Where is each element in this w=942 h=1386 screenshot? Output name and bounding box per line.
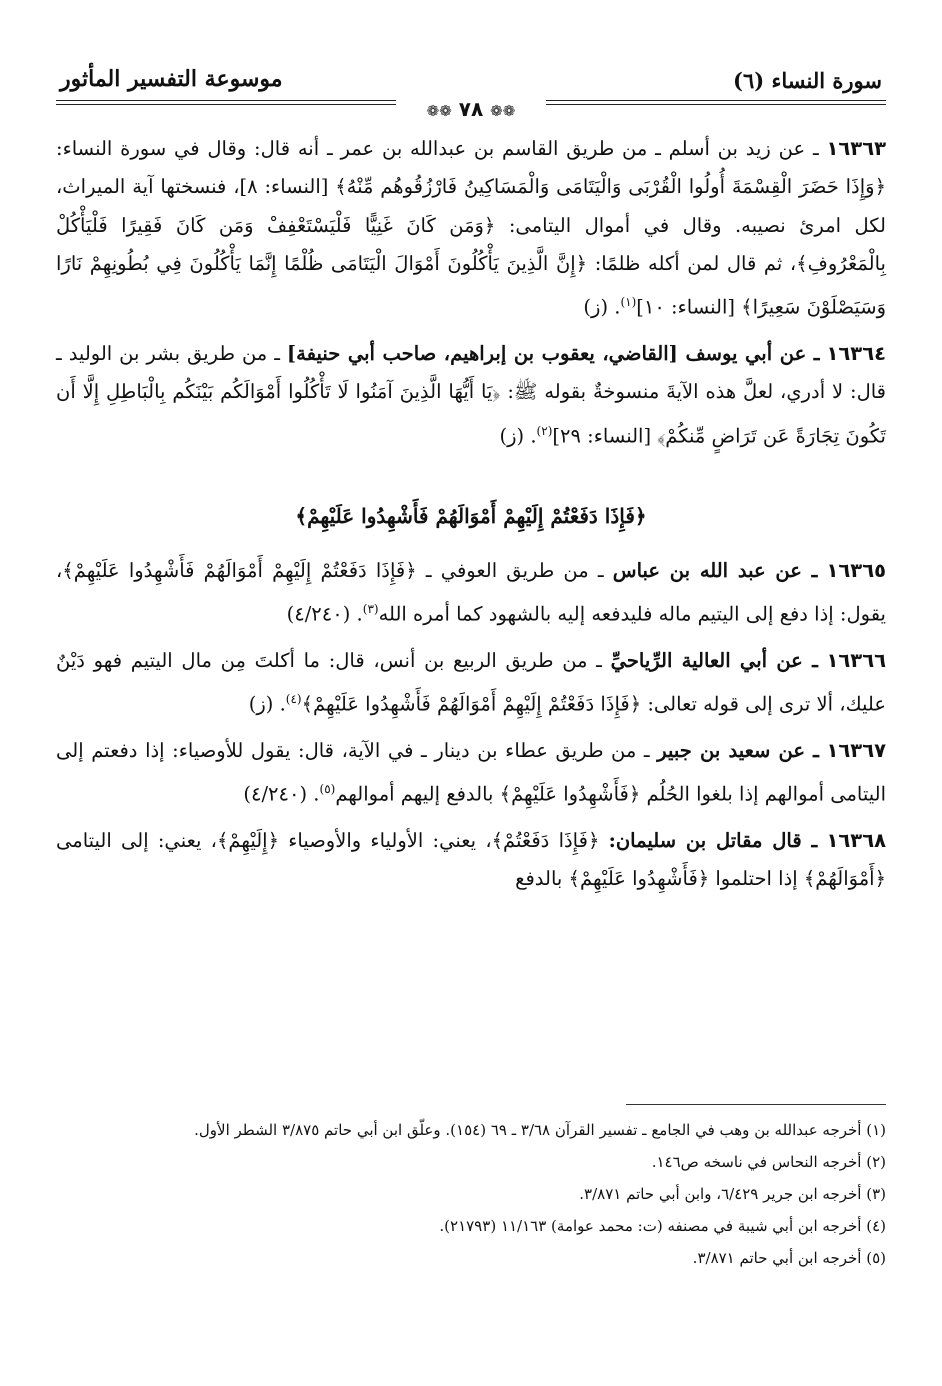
entry-tail: . (ز) xyxy=(583,295,621,319)
surah-title: سورة النساء (٦) xyxy=(733,68,882,93)
page-number-box xyxy=(396,96,546,122)
entry-text: ـ من طريق العوفي ـ ﴿فَإِذَا دَفَعْتُمْ إِلَيْهِمْ أَمْوَالَهُمْ فَأَشْهِدُوا عَلَيْهِمْ﴾، يقول: إذا دفع إلى اليتيم ماله فليدفعه إليه بالشهود كما أمره الله xyxy=(56,558,886,626)
entry-16365 xyxy=(56,552,886,634)
page-number: ٧٨ xyxy=(458,97,484,121)
footnote-marker[interactable]: (٤) xyxy=(285,692,302,707)
entry-tail: . (٤/٢٤٠) xyxy=(243,782,320,806)
narrator-name: ـ عن أبي يوسف [القاضي، يعقوب بن إبراهيم، صاحب أبي حنيفة] xyxy=(286,341,820,365)
book-page xyxy=(56,48,886,1348)
footnote-marker[interactable]: (٥) xyxy=(319,782,336,797)
entry-text: ـ من طريق بشر بن الوليد ـ قال: لا أدري، لعلَّ هذه الآيةَ منسوخةٌ بقوله ﷺ: ﴿يَا أَيُّهَا الَّذِينَ آمَنُوا لَا تَأْكُلُوا أَمْوَالَكُم بَيْنَكُم بِالْبَاطِلِ إِلَّا أَن تَكُونَ تِجَارَةً عَن تَرَاضٍ مِّنكُمْ﴾ [النساء: ٢٩] xyxy=(56,341,886,448)
entry-tail: . (٤/٢٤٠) xyxy=(286,602,363,626)
narrator-name: ـ عن عبد الله بن عباس xyxy=(612,558,818,582)
entry-text: ـ من طريق عطاء بن دينار ـ في الآية، قال: يقول للأوصياء: إذا دفعتم إلى اليتامى أموالهم إذا بلغوا الحُلُم ﴿فَأَشْهِدُوا عَلَيْهِمْ﴾ بالدفع إليهم أموالهم xyxy=(56,738,886,806)
footnote-marker[interactable]: (١) xyxy=(620,295,637,310)
narrator-name: ـ عن أبي العالية الرِّياحيِّ xyxy=(610,648,818,672)
entry-number: ١٦٣٦٣ xyxy=(826,137,887,160)
section-heading-verse: ﴿فَإِذَا دَفَعْتُمْ إِلَيْهِمْ أَمْوَالَهُمْ فَأَشْهِدُوا عَلَيْهِمْ﴾ xyxy=(295,504,647,529)
entry-text: ـ من طريق الربيع بن أنس، قال: ما أكلتَ مِن مال اليتيم فهو دَيْنٌ عليك، ألا ترى إلى قوله تعالى: ﴿فَإِذَا دَفَعْتُمْ إِلَيْهِمْ أَمْوَالَهُمْ فَأَشْهِدُوا عَلَيْهِمْ﴾ xyxy=(56,648,886,716)
entry-tail: . (ز) xyxy=(499,424,537,448)
entry-16364 xyxy=(56,335,886,455)
footnote-4: (٤) أخرجه ابن أبي شيبة في مصنفه (ت: محمد عوامة) ١١/١٦٣ (٢١٧٩٣). xyxy=(439,1217,886,1235)
entry-number: ١٦٣٦٤ xyxy=(826,341,886,365)
footnote-2: (٢) أخرجه النحاس في ناسخه ص١٤٦. xyxy=(651,1153,886,1171)
entry-16366 xyxy=(56,642,886,724)
footnote-1: (١) أخرجه عبدالله بن وهب في الجامع ـ تفسير القرآن ٣/٦٨ ـ ٦٩ (١٥٤). وعلّق ابن أبي حاتم ٣/٨٧٥ الشطر الأول. xyxy=(194,1121,886,1139)
entry-number: ١٦٣٦٥ xyxy=(826,558,886,582)
footnote-divider xyxy=(626,1104,886,1105)
narrator-name: ـ عن سعيد بن جبير xyxy=(657,738,819,762)
entry-16367 xyxy=(56,732,886,814)
narrator-name: ـ قال مقاتل بن سليمان: xyxy=(608,828,818,852)
entry-number: ١٦٣٦٨ xyxy=(826,828,886,852)
entry-tail: . (ز) xyxy=(248,692,286,716)
footnote-5: (٥) أخرجه ابن أبي حاتم ٣/٨٧١. xyxy=(692,1249,886,1267)
entry-number: ١٦٣٦٦ xyxy=(826,648,887,672)
footnote-3: (٣) أخرجه ابن جرير ٦/٤٢٩، وابن أبي حاتم ٣/٨٧١. xyxy=(579,1185,886,1203)
footnote-marker[interactable]: (٣) xyxy=(362,601,379,616)
ornament-icon: ❁❁ xyxy=(426,102,452,120)
entry-text: ﴿فَإِذَا دَفَعْتُمْ﴾، يعني: الأولياء والأوصياء ﴿إِلَيْهِمْ﴾، يعني: إلى اليتامى ﴿أَمْوَالَهُمْ﴾ إذا احتلموا ﴿فَأَشْهِدُوا عَلَيْهِمْ﴾ بالدفع xyxy=(56,828,886,891)
entry-text: ـ عن زيد بن أسلم ـ من طريق القاسم بن عبدالله بن عمر ـ أنه قال: وقال في سورة النساء: ﴿وَإِذَا حَضَرَ الْقِسْمَةَ أُولُوا الْقُرْبَى وَالْيَتَامَى وَالْمَسَاكِينُ فَارْزُقُوهُم مِّنْهُ﴾ [النساء: ٨]، فنسختها آية الميراث، لكل امرئ نصيبه. وقال في أموال اليتامى: ﴿وَمَن كَانَ غَنِيًّا فَلْيَسْتَعْفِفْ وَمَن كَانَ فَقِيرًا فَلْيَأْكُلْ بِالْمَعْرُوفِ﴾، ثم قال لمن أكله ظلمًا: ﴿إِنَّ الَّذِينَ يَأْكُلُونَ أَمْوَالَ الْيَتَامَى ظُلْمًا إِنَّمَا يَأْكُلُونَ فِي بُطُونِهِمْ نَارًا وَسَيَصْلَوْنَ سَعِيرًا﴾ [النساء: ١٠] xyxy=(56,137,886,319)
entry-number: ١٦٣٦٧ xyxy=(826,738,886,762)
book-title: موسوعة التفسير المأثور xyxy=(60,66,283,92)
page-header xyxy=(56,56,886,121)
ornament-icon: ❁❁ xyxy=(490,102,516,120)
footnotes xyxy=(56,1118,886,1278)
entry-16368 xyxy=(56,822,886,899)
footnote-marker[interactable]: (٢) xyxy=(536,423,553,438)
page-body xyxy=(56,130,886,907)
entry-16363 xyxy=(56,130,886,327)
